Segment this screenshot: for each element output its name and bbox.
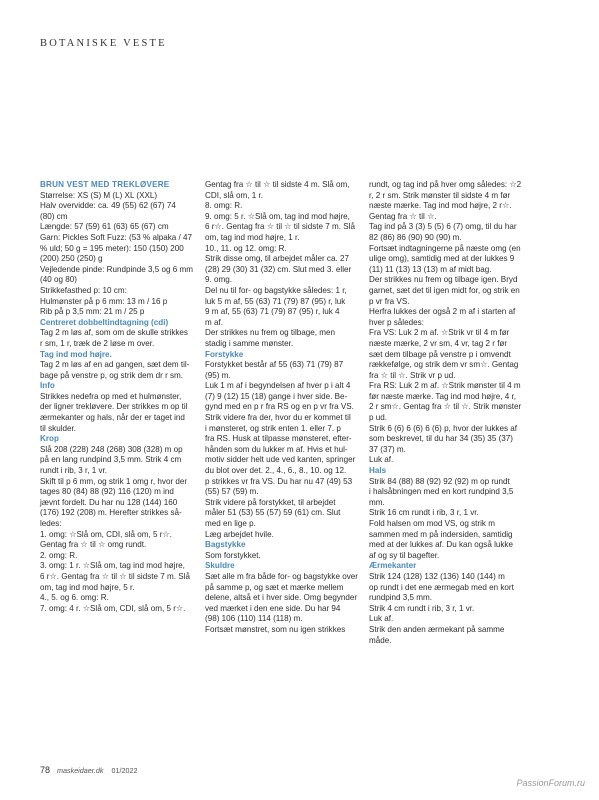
page-footer <box>40 765 137 775</box>
text-bagstykke: Som forstykket. <box>205 550 261 560</box>
text-skuldre-cont: rundt, og tag ind på hver omg således: ☆2 r, 2 r sm. Strik mønster til sidste 4 m før næste mærke. Tag ind mod højre, 2 r☆. Gentag fra ☆ til ☆. Tag ind på 3 (3) 5 (5) 6 (7) omg, til du har 82 (86) 86 (90) 90 (90) m. Fortsæt indtagningerne på næste omg (en ulige omg), samtidig med at der lukkes 9 (11) 11 (13) 13 (13) m af midt bag. Der strikkes nu frem og tilbage igen. Bryd garnet, sæt det til igen midt for, og strik en p vr fra VS. Herfra lukkes der også 2 m af i starten af hver p således: Fra VS: Luk 2 m af. ☆Strik vr til 4 m før næste mærke, 2 vr sm, 4 vr, tag 2 r før sæt dem tilbage på venstre p i omvendt rækkefølge, og strik dem vr sm☆. Gentag fra ☆ til ☆. Strik vr p ud. Fra RS: Luk 2 m af. ☆Strik mønster til 4 m før næste mærke. Tag ind mod højre, 4 r, 2 r sm☆. Gentag fra ☆ til ☆. Strik mønster p ud. Strik 6 (6) 6 (6) 6 (6) p, hvor der lukkes af som beskrevet, til du har 34 (35) 35 (37) 37 (37) m. Luk af. <box>369 180 522 465</box>
heading-info: Info <box>40 381 55 391</box>
heading-hals: Hals <box>369 466 387 476</box>
heading-krop: Krop <box>40 434 59 444</box>
text-skuldre: Sæt alle m fra både for- og bagstykke over på samme p, og sæt et mærke mellem delene, altså et i hver side. Omg begynder ved mærket i den ene side. Du har 94 (98) 106 (110) 114 (118) m. Fortsæt mønstret, som nu igen strikkes <box>205 571 358 634</box>
page-number: 78 <box>40 765 51 775</box>
pattern-intro: Størrelse: XS (S) M (L) XL (XXL) Halv overvidde: ca. 49 (55) 62 (67) 74 (80) cm Længde: 57 (59) 61 (63) 65 (67) cm Garn: Pickles Soft Fuzz: (53 % alpaka / 47 % uld; 50 g = 195 meter): 150 (150) 200 (200) 250 (250) g Vejledende pinde: Rundpinde 3,5 og 6 mm (40 og 80) Strikkefasthed p: 10 cm: Hulmønster på p 6 mm: 13 m / 16 p Rib på p 3,5 mm: 21 m / 25 p <box>40 190 193 317</box>
text-krop-cont: Gentag fra ☆ til ☆ til sidste 4 m. Slå om, CDI, slå om, 1 r. 8. omg: R. 9. omg: 5 r. ☆Slå om, tag ind mod højre, 6 r☆. Gentag fra ☆ til ☆ til sidste 7 m. Slå om, tag ind mod højre, 1 r. 10., 11. og 12. omg: R. Strik disse omg, til arbejdet måler ca. 27 (28) 29 (30) 31 (32) cm. Slut med 3. eller 9. omg. Del nu til for- og bagstykke således: 1 r, luk 5 m af, 55 (63) 71 (79) 87 (95) r, luk 9 m af, 55 (63) 71 (79) 87 (95) r, luk 4 m af. Der strikkes nu frem og tilbage, men stadig i samme mønster. <box>205 180 355 348</box>
heading-aermekanter: Ærmekanter <box>369 561 417 571</box>
heading-cdi: Centreret dobbeltindtagning (cdi) <box>40 317 169 327</box>
text-tag-ind: Tag 2 m løs af en ad gangen, sæt dem til- bage på venstre p, og strik dem dr r sm. <box>40 360 190 380</box>
text-cdi: Tag 2 m løs af, som om de skulle strikkes r sm, 1 r, træk de 2 løse m over. <box>40 328 188 348</box>
heading-tag-ind: Tag ind mod højre. <box>40 349 112 359</box>
text-column-3 <box>369 180 531 646</box>
text-aermekanter: Strik 124 (128) 132 (136) 140 (144) m op rundt i det ene ærmegab med en kort rundpind 3,5 mm. Strik 4 cm rundt i rib, 3 r, 1 vr. Luk af. Strik den anden ærmekant på samme måde. <box>369 571 514 645</box>
text-column-1 <box>40 180 200 614</box>
issue-number: 01/2022 <box>111 766 138 775</box>
heading-skuldre: Skuldre <box>205 561 235 571</box>
magazine-name: maskeidaer.dk <box>57 766 104 775</box>
text-krop: Slå 208 (228) 248 (268) 308 (328) m op på en lang rundpind 3,5 mm. Strik 4 cm rundt i rib, 3 r, 1 vr. Skift til p 6 mm, og strik 1 omg r, hvor der tages 80 (84) 88 (92) 116 (120) m ind jævnt fordelt. Du har nu 128 (144) 160 (176) 192 (208) m. Herefter strikkes så- ledes: 1. omg: ☆Slå om, CDI, slå om, 5 r☆. Gentag fra ☆ til ☆ omg rundt. 2. omg: R. 3. omg: 1 r. ☆Slå om, tag ind mod højre, 6 r☆. Gentag fra ☆ til ☆ til sidste 7 m. Slå om, tag ind mod højre, 5 r. 4., 5. og 6. omg: R. 7. omg: 4 r. ☆Slå om, CDI, slå om, 5 r☆. <box>40 444 190 613</box>
text-info: Strikkes nedefra op med et hulmønster, der ligner trekløvere. Der strikkes m op til ærmekanter og hals, når der er taget ind til skulder. <box>40 391 188 433</box>
watermark: PassionForum.ru <box>516 778 585 788</box>
pattern-title: BRUN VEST MED TREKLØVERE <box>40 180 170 189</box>
section-header: BOTANISKE VESTE <box>40 38 167 49</box>
text-hals: Strik 84 (88) 88 (92) 92 (92) m op rundt i halsåbningen med en kort rundpind 3,5 mm. Strik 16 cm rundt i rib, 3 r, 1 vr. Fold halsen om mod VS, og strik m sammen med m på indersiden, samtidig med at der lukkes af. Du kan også lukke af og sy til bagefter. <box>369 476 514 560</box>
text-column-2 <box>205 180 365 636</box>
heading-forstykke: Forstykke <box>205 349 244 359</box>
text-forstykke: Forstykket består af 55 (63) 71 (79) 87 (95) m. Luk 1 m af i begyndelsen af hver p i alt 4 (7) 9 (12) 15 (18) gange i hver side. Be- gynd med en p r fra RS og en p vr fra VS. Strik videre fra der, hvor du er kommet til i mønsteret, og strik enten 1. eller 7. p fra RS. Husk at tilpasse mønsteret, efter- hånden som du lukker m af. Hvis et hul- motiv sidder helt ude ved kanten, springer du blot over det. 2., 4., 6., 8., 10. og 12. p strikkes vr fra VS. Du har nu 47 (49) 53 (55) 57 (59) m. Strik videre på forstykket, til arbejdet måler 51 (53) 55 (57) 59 (61) cm. Slut med en lige p. Læg arbejdet hvile. <box>205 360 356 539</box>
heading-bagstykke: Bagstykke <box>205 540 246 550</box>
